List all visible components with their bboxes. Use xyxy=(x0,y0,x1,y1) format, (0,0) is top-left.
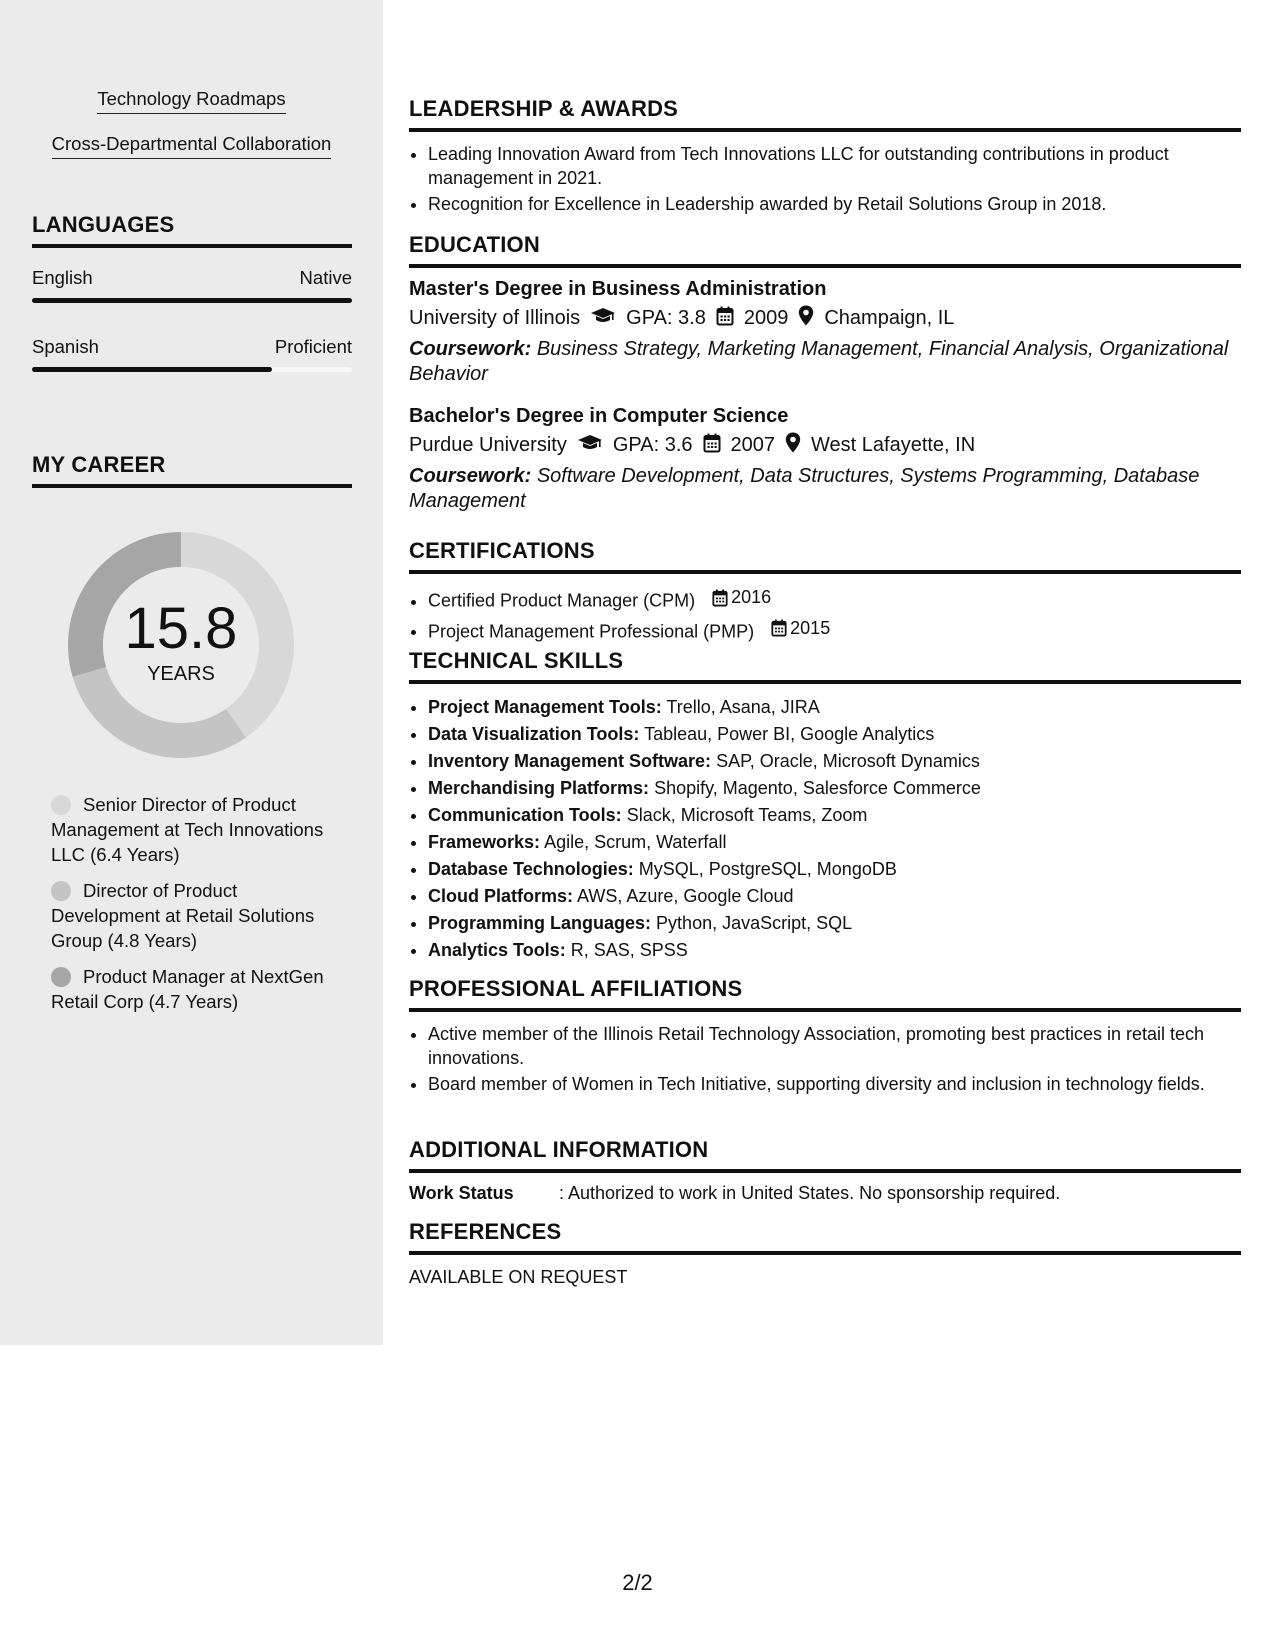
sidebar xyxy=(0,0,383,1345)
certification-date xyxy=(712,584,771,611)
skill-category: Cloud Platforms: xyxy=(428,886,574,906)
graduation-year: 2009 xyxy=(743,307,789,329)
skill-values: Python, JavaScript, SQL xyxy=(656,913,853,933)
skill-tag xyxy=(0,133,383,159)
coursework xyxy=(409,464,1241,514)
skill-category: Database Technologies: xyxy=(428,859,634,879)
donut-center xyxy=(66,530,296,760)
skill-category: Frameworks: xyxy=(428,832,541,852)
language-name: English xyxy=(32,267,93,288)
skill-item xyxy=(428,883,1241,910)
gpa: GPA: 3.8 xyxy=(626,307,706,329)
school-location: Champaign, IL xyxy=(824,307,955,329)
skill-category: Data Visualization Tools: xyxy=(428,724,640,744)
section-heading: REFERENCES xyxy=(409,1219,1241,1255)
education-meta xyxy=(409,432,1241,459)
references-text: AVAILABLE ON REQUEST xyxy=(409,1267,628,1287)
graduation-cap-icon xyxy=(577,434,603,458)
section-heading: ADDITIONAL INFORMATION xyxy=(409,1137,1241,1173)
section-heading: EDUCATION xyxy=(409,232,1241,268)
graduation-year: 2007 xyxy=(730,434,776,456)
education-entry xyxy=(409,278,1241,387)
certification-item xyxy=(428,615,1241,646)
location-pin-icon xyxy=(785,432,801,459)
career-item-text: Senior Director of Product Management at Tech Innovations LLC (6.4 Years) xyxy=(51,794,324,865)
career-item-text: Director of Product Development at Retail Solutions Group (4.8 Years) xyxy=(51,880,315,951)
skill-tag xyxy=(0,88,383,114)
career-legend-dot xyxy=(51,967,71,987)
calendar-icon xyxy=(716,306,734,332)
calendar-icon xyxy=(771,619,787,637)
list-item: • Active member of the Illinois Retail Technology Association, promoting best practices in retail tech innovations. xyxy=(428,1022,1241,1070)
certification-year: 2015 xyxy=(790,617,831,638)
skill-item xyxy=(428,856,1241,883)
certification-year: 2016 xyxy=(731,587,772,607)
list-item: • Leading Innovation Award from Tech Innovations LLC for outstanding contributions in product management in 2021. xyxy=(428,142,1241,190)
work-status-label: Work Status xyxy=(409,1183,514,1203)
career-item xyxy=(51,964,331,1014)
language-bar-fill xyxy=(32,298,352,303)
affiliations-list xyxy=(409,1022,1241,1096)
language-name: Spanish xyxy=(32,336,99,357)
technical-skills-list xyxy=(409,694,1241,964)
language-bar xyxy=(32,298,352,303)
coursework-label: Coursework: xyxy=(409,465,532,487)
skill-item xyxy=(428,829,1241,856)
leadership-section xyxy=(409,96,1241,216)
skill-tag-label: Technology Roadmaps xyxy=(97,88,285,114)
skill-category: Programming Languages: xyxy=(428,913,652,933)
education-meta xyxy=(409,305,1241,332)
career-item xyxy=(51,792,331,867)
references-section xyxy=(409,1219,1241,1288)
skill-category: Project Management Tools: xyxy=(428,697,662,717)
work-status-value: : Authorized to work in United States. No sponsorship required. xyxy=(559,1183,1061,1203)
certification-name: Certified Product Manager (CPM) xyxy=(428,590,696,611)
skill-values: Shopify, Magento, Salesforce Commerce xyxy=(654,778,981,798)
list-item: • Board member of Women in Tech Initiative, supporting diversity and inclusion in technology fields. xyxy=(428,1072,1241,1096)
language-level: Native xyxy=(299,267,352,288)
language-level: Proficient xyxy=(274,336,352,357)
section-heading: CERTIFICATIONS xyxy=(409,538,1241,574)
skill-item xyxy=(428,694,1241,721)
skill-values: R, SAS, SPSS xyxy=(570,940,688,960)
skill-item xyxy=(428,910,1241,937)
additional-info-section xyxy=(409,1137,1241,1204)
graduation-cap-icon xyxy=(590,307,616,331)
career-legend-dot xyxy=(51,795,71,815)
education-entry xyxy=(409,405,1241,514)
skill-category: Inventory Management Software: xyxy=(428,751,712,771)
language-row xyxy=(32,267,352,289)
skill-item xyxy=(428,937,1241,964)
career-item xyxy=(51,878,331,953)
languages-heading: LANGUAGES xyxy=(32,212,352,248)
coursework xyxy=(409,337,1241,387)
section-heading: TECHNICAL SKILLS xyxy=(409,648,1241,684)
skill-item xyxy=(428,721,1241,748)
calendar-icon xyxy=(703,433,721,459)
section-heading: LEADERSHIP & AWARDS xyxy=(409,96,1241,132)
technical-skills-section xyxy=(409,648,1241,964)
language-bar xyxy=(32,367,352,372)
skill-values: Slack, Microsoft Teams, Zoom xyxy=(626,805,868,825)
skill-item xyxy=(428,748,1241,775)
coursework-label: Coursework: xyxy=(409,338,532,360)
skill-category: Analytics Tools: xyxy=(428,940,566,960)
section-heading: PROFESSIONAL AFFILIATIONS xyxy=(409,976,1241,1012)
school-name: University of Illinois xyxy=(409,307,581,329)
gpa: GPA: 3.6 xyxy=(612,434,693,456)
skill-category: Communication Tools: xyxy=(428,805,622,825)
certification-item xyxy=(428,584,1241,615)
language-bar-fill xyxy=(32,367,272,372)
language-row xyxy=(32,336,352,358)
career-heading: MY CAREER xyxy=(32,452,352,488)
coursework-list: Business Strategy, Marketing Management, Financial Analysis, Organizational Behavior xyxy=(409,338,1229,385)
coursework-list: Software Development, Data Structures, Systems Programming, Database Management xyxy=(409,465,1200,512)
list-item: • Recognition for Excellence in Leadership awarded by Retail Solutions Group in 2018. xyxy=(428,192,1241,216)
career-total-unit: YEARS xyxy=(147,662,215,685)
skill-values: Agile, Scrum, Waterfall xyxy=(544,832,727,852)
school-location: West Lafayette, IN xyxy=(811,434,976,456)
skill-values: Tableau, Power BI, Google Analytics xyxy=(644,724,935,744)
school-name: Purdue University xyxy=(409,434,567,456)
skill-values: SAP, Oracle, Microsoft Dynamics xyxy=(716,751,980,771)
certification-name: Project Management Professional (PMP) xyxy=(428,621,755,641)
skill-item xyxy=(428,802,1241,829)
career-donut-chart xyxy=(66,530,296,760)
page-number: 2/2 xyxy=(622,1570,653,1595)
skill-values: AWS, Azure, Google Cloud xyxy=(577,886,794,906)
degree-title: Master's Degree in Business Administration xyxy=(409,278,827,300)
work-status-row xyxy=(409,1183,1241,1204)
career-total-years: 15.8 xyxy=(124,595,238,661)
certifications-section xyxy=(409,538,1241,645)
skill-category: Merchandising Platforms: xyxy=(428,778,650,798)
location-pin-icon xyxy=(798,305,814,332)
leadership-list xyxy=(409,142,1241,216)
skill-values: MySQL, PostgreSQL, MongoDB xyxy=(638,859,897,879)
certifications-list xyxy=(409,584,1241,645)
degree-title: Bachelor's Degree in Computer Science xyxy=(409,405,789,427)
career-item-text: Product Manager at NextGen Retail Corp (4.7 Years) xyxy=(51,966,324,1012)
career-legend-dot xyxy=(51,881,71,901)
calendar-icon xyxy=(712,589,728,607)
skill-values: Trello, Asana, JIRA xyxy=(666,697,820,717)
certification-date xyxy=(771,615,830,642)
affiliations-section xyxy=(409,976,1241,1096)
education-section xyxy=(409,232,1241,514)
skill-item xyxy=(428,775,1241,802)
career-list xyxy=(51,792,331,1025)
skill-tag-label: Cross-Departmental Collaboration xyxy=(52,133,332,159)
